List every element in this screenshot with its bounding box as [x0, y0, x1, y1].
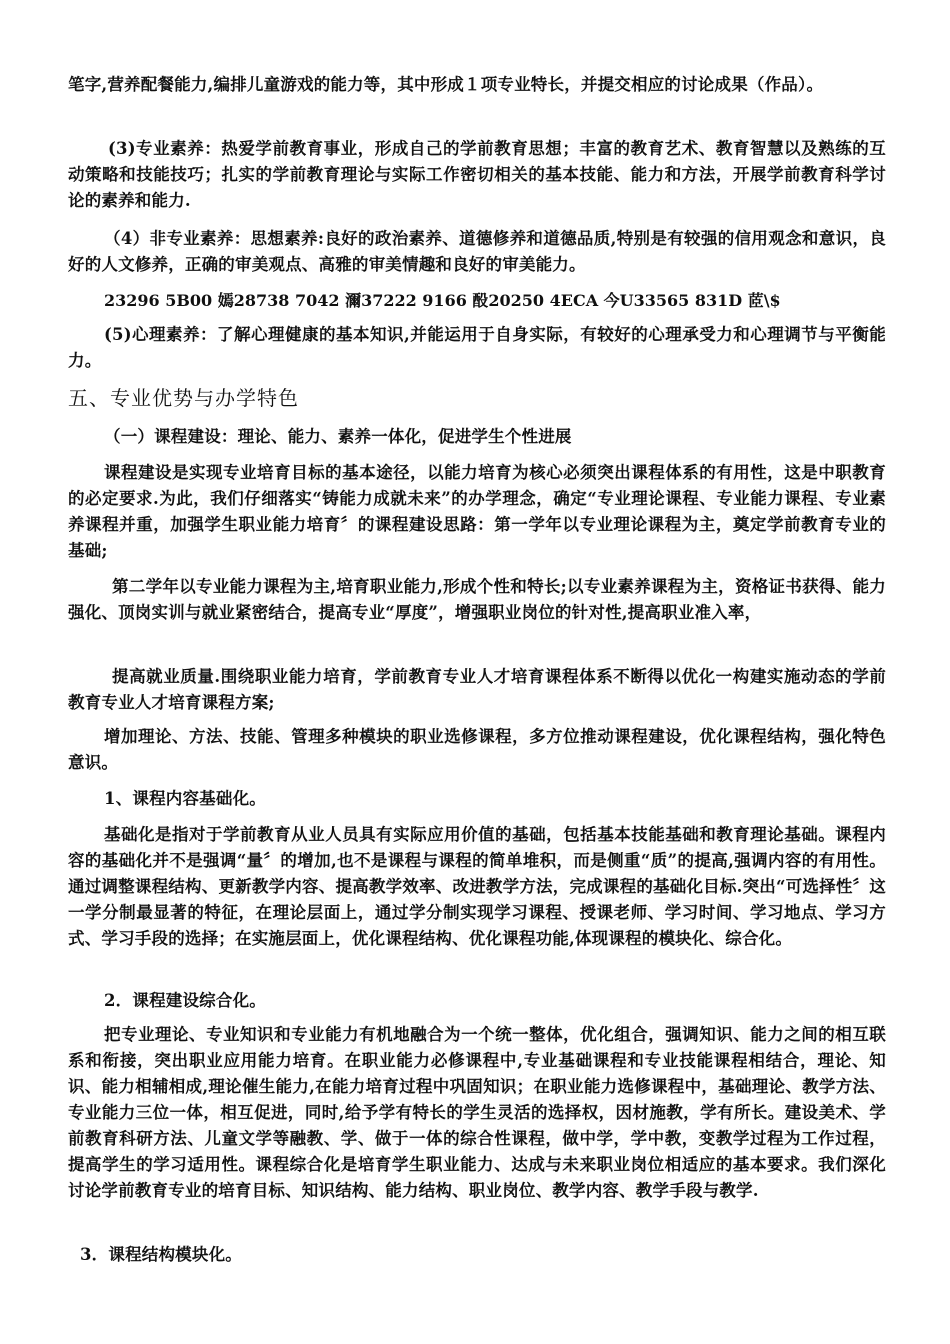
section-heading-advantages: 五、专业优势与办学特色 [68, 386, 299, 410]
list-item-content-basics: 1、课程内容基础化。 [104, 789, 266, 808]
paragraph-basics-detail: 基础化是指对于学前教育从业人员具有实际应用价值的基础，包括基本技能基础和教育理论基础。课程内容的基础化并不是强调“量〞的增加,也不是课程与课程的简单堆积，而是侧重“质”的提高,强调内容的有用性。通过调整课程结构、更新教学内容、提高教学效率、改进教学方法，完成课程的基础化目标.突出“可选择性〞这一学分制最显著的特征，在理论层面上，通过学分制实现学习课程、授课老师、学习时间、学习地点、学习方式、学习手段的选择；在实施层面上，优化课程结构、优化课程功能,体现课程的模块化、综合化。 [68, 825, 886, 948]
paragraph-second-year: 第二学年以专业能力课程为主,培育职业能力,形成个性和特长;以专业素养课程为主，资格证书获得、能力强化、顶岗实训与就业紧密结合，提高专业“厚度”，增强职业岗位的针对性,提高职业准入率， [68, 577, 886, 622]
list-item-modular-structure: 3．课程结构模块化。 [80, 1245, 242, 1264]
subheading-curriculum-construction: （一）课程建设：理论、能力、素养一体化，促进学生个性进展 [104, 427, 572, 446]
paragraph-professional-literacy: (3)专业素养：热爱学前教育事业，形成自己的学前教育思想；丰富的教育艺术、教育智慧以及熟练的互动策略和技能技巧；扎实的学前教育理论与实际工作密切相关的基本技能、能力和方法，开展学前教育科学讨论的素养和能力. [68, 139, 886, 210]
paragraph-elective-courses: 增加理论、方法、技能、管理多种模块的职业选修课程，多方位推动课程建设，优化课程结构，强化特色意识。 [68, 727, 886, 772]
paragraph-skills-continued: 笔字,营养配餐能力,编排儿童游戏的能力等，其中形成１项专业特长，并提交相应的讨论成果（作品）。 [68, 75, 824, 94]
list-item-integration: 2．课程建设综合化。 [104, 991, 266, 1010]
paragraph-psychological-literacy: (5)心理素养：了解心理健康的基本知识,并能运用于自身实际，有较好的心理承受力和心理调节与平衡能力。 [68, 325, 886, 370]
paragraph-employment-quality: 提高就业质量.围绕职业能力培育，学前教育专业人才培育课程体系不断得以优化一构建实施动态的学前教育专业人才培育课程方案; [68, 667, 886, 712]
paragraph-curriculum-intro: 课程建设是实现专业培育目标的基本途径，以能力培育为核心必须突出课程体系的有用性，这是中职教育的必定要求.为此，我们仔细落实“铸能力成就未来”的办学理念，确定“专业理论课程、专业能力课程、专业素养课程并重，加强学生职业能力培育〞的课程建设思路：第一学年以专业理论课程为主，奠定学前教育专业的基础; [68, 463, 886, 560]
paragraph-integration-detail: 把专业理论、专业知识和专业能力有机地融合为一个统一整体，优化组合，强调知识、能力之间的相互联系和衔接，突出职业应用能力培育。在职业能力必修课程中,专业基础课程和专业技能课程相结合，理论、知识、能力相辅相成,理论催生能力,在能力培育过程中巩固知识；在职业能力选修课程中，基础理论、教学方法、专业能力三位一体，相互促进，同时,给予学有特长的学生灵活的选择权，因材施教，学有所长。建设美术、学前教育科研方法、儿童文学等融教、学、做于一体的综合性课程，做中学，学中教，变教学过程为工作过程，提高学生的学习适用性。课程综合化是培育学生职业能力、达成与未来职业岗位相适应的基本要求。我们深化讨论学前教育专业的培育目标、知识结构、能力结构、职业岗位、教学内容、教学手段与教学. [68, 1025, 886, 1200]
paragraph-non-professional-literacy: （4）非专业素养：思想素养:良好的政治素养、道德修养和道德品质,特别是有较强的信用观念和意识，良好的人文修养，正确的审美观点、高雅的审美情趣和良好的审美能力。 [68, 229, 886, 274]
garbled-code-line: 23296 5B00 嫣28738 7042 濔37222 9166 酘20250 4ECA 今U33565 831D 茝\$ [104, 291, 781, 310]
